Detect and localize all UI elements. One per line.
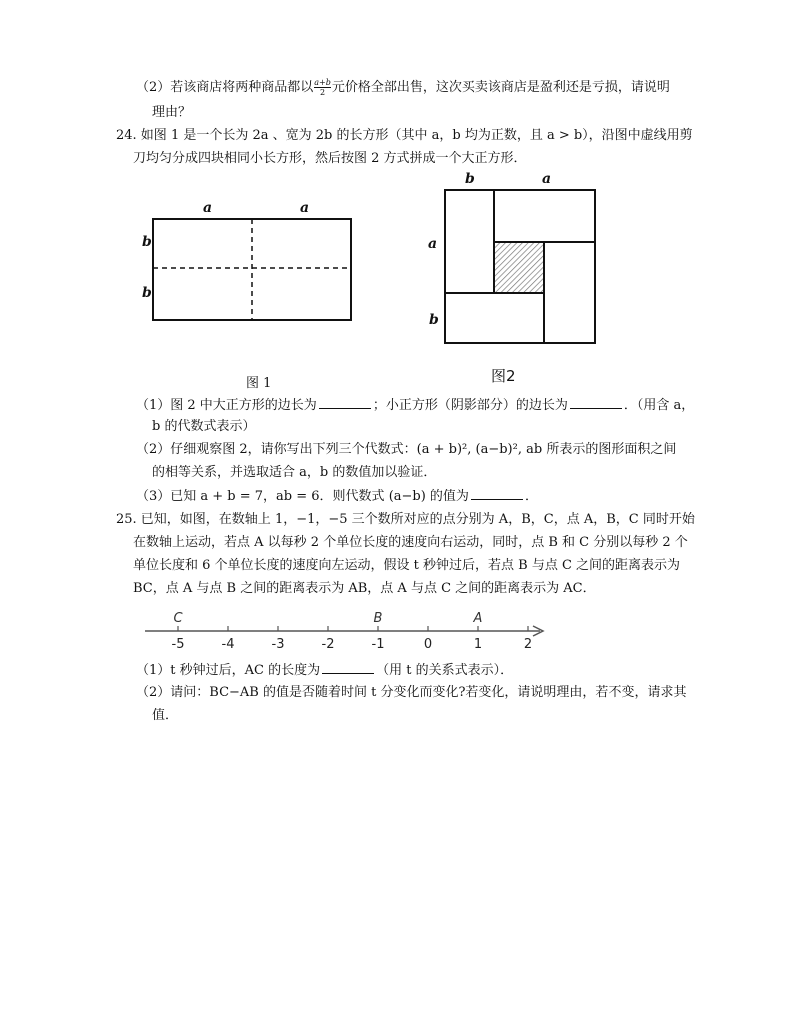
number-line: [135, 605, 555, 655]
q24-p3-text-b: ．: [524, 489, 538, 504]
q25-p1-text-a: （1）t 秒钟过后，AC 的长度为: [136, 663, 321, 678]
q25-stem-line4: BC，点 A 与点 B 之间的距离表示为 AB，点 A 与点 C 之间的距离表示为 AC．: [133, 581, 596, 596]
q23-part2-text-a: （2）若该商店将两种商品都以: [136, 80, 314, 95]
q23-part2-text-b: 元价格全部出售，这次买卖该商店是盈利还是亏损，请说明: [331, 80, 670, 95]
number-line-tick-label: -1: [371, 637, 385, 652]
q24-stem-line2: 刀均匀分成四块相同小长方形，然后按图 2 方式拼成一个大正方形．: [133, 151, 527, 166]
number-line-tick-label: -2: [321, 637, 335, 652]
figure-1-rectangle: [140, 196, 370, 326]
q24-part3-line: [136, 487, 538, 506]
fig1-top-label-a2: a: [300, 200, 310, 216]
number-line-tick-label: 0: [423, 637, 433, 652]
q25-stem-line3: 单位长度和 6 个单位长度的速度向左运动，假设 t 秒钟过后，若点 B 与点 C 之间的距离表示为: [133, 558, 681, 573]
q24-p3-text-a: （3）已知 a + b = 7，ab = 6．则代数式 (a−b) 的值为: [136, 489, 469, 504]
fig2-left-label-a: a: [428, 236, 438, 252]
number-line-point-b: B: [373, 611, 383, 626]
q25-part2-line1: （2）请问：BC−AB 的值是否随着时间 t 分变化而变化?若变化，请说明理由，若不变，请求其: [136, 685, 687, 700]
figure-1: [140, 196, 370, 392]
number-line-tick-label: 1: [473, 637, 483, 652]
q24-part2-line1: （2）仔细观察图 2，请你写出下列三个代数式：(a + b)², (a−b)², ab 所表示的图形面积之间: [136, 442, 677, 457]
figure-2: [425, 170, 605, 390]
number-line-tick-label: -5: [171, 637, 185, 652]
fig1-left-label-b1: b: [142, 234, 152, 250]
number-line-tick-label: 2: [523, 637, 533, 652]
number-line-tick-label: -3: [271, 637, 285, 652]
q24-p1-text-a: （1）图 2 中大正方形的边长为: [136, 398, 317, 413]
q24-p1-text-b: ；小正方形（阴影部分）的边长为: [372, 398, 568, 413]
q24-part1-line1: [136, 396, 694, 415]
fig2-caption: 图2: [491, 367, 516, 385]
answer-blank-big-square-side[interactable]: [319, 396, 371, 409]
figure-2-square: [425, 170, 605, 350]
answer-blank-a-minus-b[interactable]: [471, 487, 523, 500]
q24-p1-text-c: ．（用含 a，: [623, 398, 695, 413]
q24-part1-line2: b 的代数式表示）: [152, 419, 256, 434]
q25-part1-line: [136, 661, 513, 680]
fig2-top-label-b: b: [465, 171, 475, 187]
number-line-tick-label: -4: [221, 637, 235, 652]
fig1-caption: 图 1: [246, 376, 272, 391]
fig2-left-label-b: b: [429, 312, 439, 328]
q25-stem-line1: 25. 已知，如图，在数轴上 1，−1，−5 三个数所对应的点分别为 A，B，C，点 A，B，C 同时开始: [116, 512, 695, 527]
q25-stem-line2: 在数轴上运动，若点 A 以每秒 2 个单位长度的速度向右运动，同时，点 B 和 C 分别以每秒 2 个: [133, 535, 688, 550]
fig2-top-label-a: a: [542, 171, 552, 187]
fig1-top-label-a1: a: [203, 200, 213, 216]
answer-blank-small-square-side[interactable]: [570, 396, 622, 409]
q25-p1-text-b: （用 t 的关系式表示）．: [376, 663, 514, 678]
q23-part2-line1: [136, 78, 670, 97]
number-line-point-c: C: [173, 611, 183, 626]
q24-stem-line1: 24. 如图 1 是一个长为 2a 、宽为 2b 的长方形（其中 a，b 均为正数，且 a > b），沿图中虚线用剪: [116, 128, 693, 143]
q23-part2-line2: 理由？: [152, 105, 192, 120]
number-line-point-a: A: [473, 611, 483, 626]
fig1-left-label-b2: b: [142, 285, 152, 301]
answer-blank-ac-length[interactable]: [322, 661, 374, 674]
q25-part2-line2: 值．: [152, 708, 179, 723]
q24-part2-line2: 的相等关系，并选取适合 a，b 的数值加以验证．: [152, 465, 437, 480]
fraction-a-plus-b-over-2: $\frac{a+b}{2}$: [314, 78, 331, 97]
